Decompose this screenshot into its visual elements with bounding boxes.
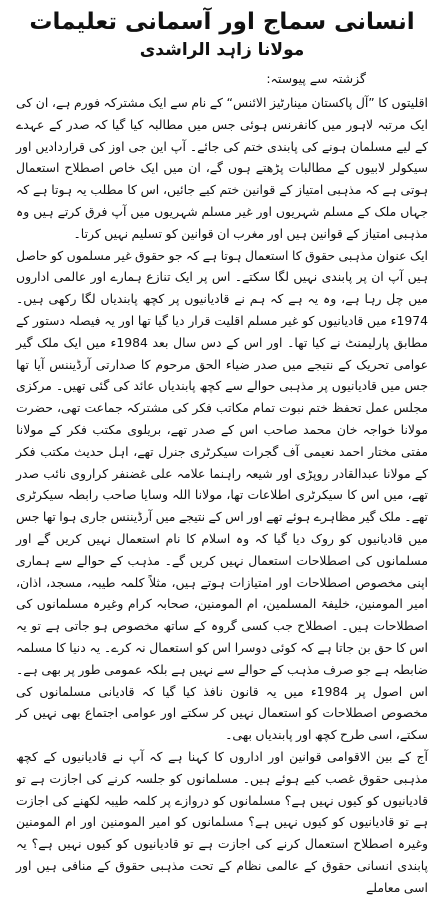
article-body bbox=[16, 92, 428, 898]
paragraph-3: آج کے بین الاقوامی قوانین اور اداروں کا کہنا ہے کہ آپ نے قادیانیوں کے کچھ مذہبی حقوق غصب کیے ہوئے ہیں۔ مسلمانوں کو جلسہ کرنے کی اجازت ہے تو قادیانیوں کو کیوں نہیں ہے؟ مسلمانوں کو دروازے پر کلمہ طیبہ لکھنے کی اجازت ہے تو قادیانیوں کو کیوں نہیں ہے؟ مسلمانوں کو امیر المومنین اور ام المومنین وغیرہ اصطلاح استعمال کرنے کی اجازت ہے تو قادیانیوں کو کیوں نہیں ہے؟ یہ پابندی انسانی حقوق کے عالمی نظام کے تحت مذہبی حقوق کے منافی ہیں اور اسی معاملے bbox=[16, 748, 428, 895]
article-title: انسانی سماج اور آسمانی تعلیمات bbox=[29, 9, 415, 35]
continued-label: گزشتہ سے پیوستہ: bbox=[266, 71, 366, 86]
paragraph-2: ایک عنوان مذہبی حقوق کا استعمال ہوتا ہے کہ جو حقوق غیر مسلموں کو حاصل ہیں آپ ان پر پابندی نہیں لگا سکتے۔ اس پر ایک تنازع ہمارے اور عالمی اداروں میں چل رہا ہے، وہ یہ ہے کہ ہم نے قادیانیوں پر کچھ پابندیاں لگا رکھی ہیں۔ 1974ء میں قادیانیوں کو غیر مسلم اقلیت قرار دیا گیا تھا اور یہ فیصلہ دستور کے مطابق پارلیمنٹ نے کیا تھا۔ اور اس کے دس سال بعد 1984ء میں ایک ملک گیر عوامی تحریک کے نتیجے میں صدر ضیاء الحق مرحوم کا صدارتی آرڈیننس آیا تھا جس میں قادیانیوں پر مذہبی حوالے سے کچھ پابندیاں عائد کی گئی تھیں۔ مرکزی مجلس عمل تحفظ ختم نبوت تمام مکاتب فکر کی مشترکہ جماعت تھی، حضرت مولانا خواجہ خان محمد صاحب اس کے صدر تھے، بریلوی مکتب فکر کے مولانا مفتی مختار احمد نعیمی آف گجرات سیکرٹری جنرل تھے، اہل حدیث مکتب فکر کے مولانا عبدالقادر روپڑی اور شیعہ راہنما علامہ علی غضنفر کراروی نائب صدر تھے، میں اس کا سیکرٹری اطلاعات تھا، مولانا اللہ وسایا صاحب رابطہ سیکرٹری تھے۔ ملک گیر مظاہرے ہوئے تھے اور اس کے نتیجے میں آرڈیننس جاری ہوا تھا جس میں قادیانیوں کو روک دیا گیا کہ وہ اسلام کا نام استعمال نہیں کریں گے اور مسلمانوں کی اصطلاحات استعمال نہیں کریں گے۔ مذہب کے حوالے سے ہماری اپنی مخصوص اصطلاحات اور امتیازات ہوتے ہیں، مثلاً کلمہ طیبہ، مسجد، اذان، امیر المومنین، خلیفۃ المسلمین، ام المومنین، صحابہ کرام وغیرہ مسلمانوں کی اصطلاحات ہیں۔ اصطلاح جب کسی گروہ کے ساتھ مخصوص ہو جاتی ہے تو یہ اس کا حق بن جاتا ہے کہ کوئی دوسرا اس کو استعمال نہ کرے۔ یہ دنیا کا مسلمہ ضابطہ ہے جو صرف مذہب کے حوالے سے نہیں ہے بلکہ عمومی طور پر بھی ہے۔ اس اصول پر 1984ء میں یہ قانون نافذ کیا گیا کہ قادیانی مسلمانوں کی مخصوص اصطلاحات کو استعمال نہیں کر سکتے اور عوامی اجتماع بھی نہیں کر سکتے، اسی طرح کچھ اور پابندیاں بھی۔ bbox=[16, 247, 428, 743]
paragraph-1: اقلیتوں کا ”آل پاکستان مینارٹیز الائنس“ کے نام سے ایک مشترکہ فورم ہے، ان کی ایک مرتبہ لاہور میں کانفرنس ہوئی جس میں مطالبہ کیا گیا کہ صدر کے عہدے کے لیے مسلمان ہونے کی پابندی ختم کی جائے۔ آپ این جی اوز کی قراردادیں اور سیکولر لابیوں کے مطالبات پڑھتے ہوں گے، ان میں ایک خاص اصطلاح استعمال ہوتی ہے کہ مذہبی امتیاز کے قوانین ختم کیے جائیں، اس کا مطلب یہ ہوتا ہے کہ جہاں ملک کے مسلم شہریوں اور غیر مسلم شہریوں میں آپ فرق کرتے ہیں وہ مذہبی امتیاز کے قوانین ہیں اور مغرب ان قوانین کو تسلیم نہیں کرتا۔ bbox=[16, 95, 428, 241]
article-author: مولانا زاہد الراشدی bbox=[139, 40, 305, 60]
